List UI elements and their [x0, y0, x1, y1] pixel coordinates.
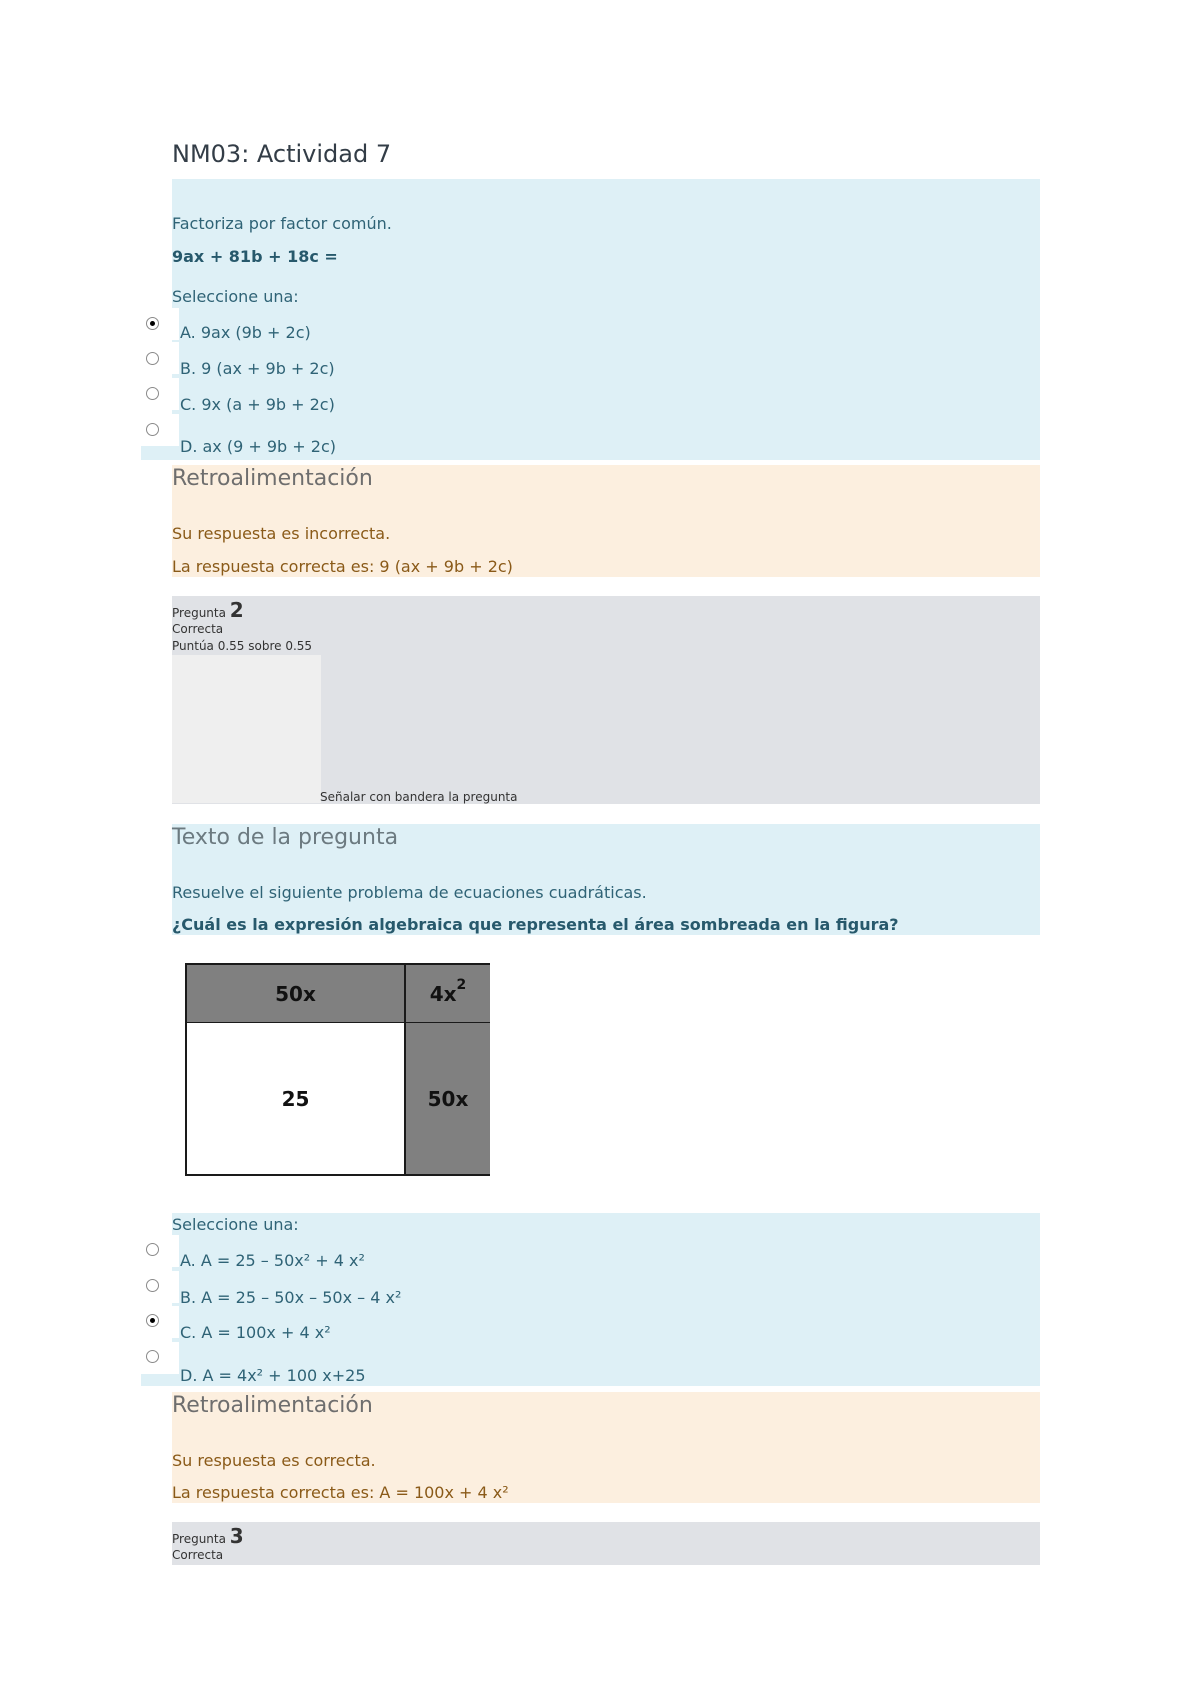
- figure-label-top-right-exponent: 2: [456, 977, 467, 993]
- q2-feedback-result: Su respuesta es correcta.: [172, 1451, 376, 1470]
- q2-option-d-label[interactable]: D. A = 4x² + 100 x+25: [180, 1366, 366, 1385]
- q2-instruction: Resuelve el siguiente problema de ecuaciones cuadráticas.: [172, 883, 647, 902]
- q2-option-c-label[interactable]: C. A = 100x + 4 x²: [180, 1323, 331, 1342]
- q1-feedback-result: Su respuesta es incorrecta.: [172, 524, 391, 543]
- figure-cell-right: [404, 1023, 490, 1174]
- q2-option-a-label[interactable]: A. A = 25 – 50x² + 4 x²: [180, 1251, 365, 1270]
- q1-option-d-label[interactable]: D. ax (9 + 9b + 2c): [180, 437, 336, 456]
- figure-cell-center: [187, 1023, 404, 1174]
- q2-info-header: [172, 598, 244, 622]
- q1-option-a-radio[interactable]: [146, 317, 159, 330]
- q2-select-label: Seleccione una:: [172, 1215, 299, 1234]
- q2-option-b-radio[interactable]: [146, 1279, 159, 1292]
- q1-select-label: Seleccione una:: [172, 287, 299, 306]
- figure-label-top-right: 4x: [429, 981, 457, 1006]
- q1-option-b-radio[interactable]: [146, 352, 159, 365]
- q2-feedback-heading: Retroalimentación: [172, 1393, 373, 1418]
- q2-number: 2: [229, 598, 244, 622]
- q2-status: Correcta: [172, 622, 224, 636]
- q3-status: Correcta: [172, 1548, 224, 1562]
- figure-cell-top-left: [187, 965, 404, 1023]
- q2-pregunta-label: Pregunta: [172, 606, 226, 620]
- q1-option-d-radio[interactable]: [146, 423, 159, 436]
- q3-number: 3: [229, 1524, 244, 1548]
- q2-section-heading: Texto de la pregunta: [172, 825, 399, 850]
- q2-option-d-radio[interactable]: [146, 1350, 159, 1363]
- q2-option-a-radio[interactable]: [146, 1243, 159, 1256]
- page-title: NM03: Actividad 7: [172, 140, 392, 168]
- q1-expression: 9ax + 81b + 18c =: [172, 247, 338, 266]
- q1-option-b-label[interactable]: B. 9 (ax + 9b + 2c): [180, 359, 335, 378]
- q1-feedback-heading: Retroalimentación: [172, 466, 373, 491]
- question-3-info-box: [172, 1522, 1040, 1565]
- q2-flag-link[interactable]: Señalar con bandera la pregunta: [320, 790, 518, 804]
- q1-option-c-label[interactable]: C. 9x (a + 9b + 2c): [180, 395, 335, 414]
- q2-score: Puntúa 0.55 sobre 0.55: [172, 639, 313, 653]
- figure-label-right: 50x: [427, 1086, 469, 1111]
- q1-option-c-radio[interactable]: [146, 387, 159, 400]
- figure-label-top-left: 50x: [275, 981, 316, 1006]
- q1-option-a-label[interactable]: A. 9ax (9b + 2c): [180, 323, 311, 342]
- q2-question: ¿Cuál es la expresión algebraica que representa el área sombreada en la figura?: [172, 915, 899, 934]
- q2-option-c-radio[interactable]: [146, 1314, 159, 1327]
- q2-feedback-correct: La respuesta correcta es: A = 100x + 4 x²: [172, 1483, 509, 1502]
- q3-pregunta-label: Pregunta: [172, 1532, 226, 1546]
- figure-cell-top-right: [404, 965, 490, 1023]
- question-2-info-panel: [172, 655, 321, 803]
- q2-option-b-label[interactable]: B. A = 25 – 50x – 50x – 4 x²: [180, 1288, 402, 1307]
- figure-label-center: 25: [281, 1086, 310, 1111]
- q1-instruction: Factoriza por factor común.: [172, 214, 392, 233]
- q1-feedback-correct: La respuesta correcta es: 9 (ax + 9b + 2c): [172, 557, 513, 576]
- q3-info-header: [172, 1524, 244, 1548]
- area-figure: [185, 963, 490, 1176]
